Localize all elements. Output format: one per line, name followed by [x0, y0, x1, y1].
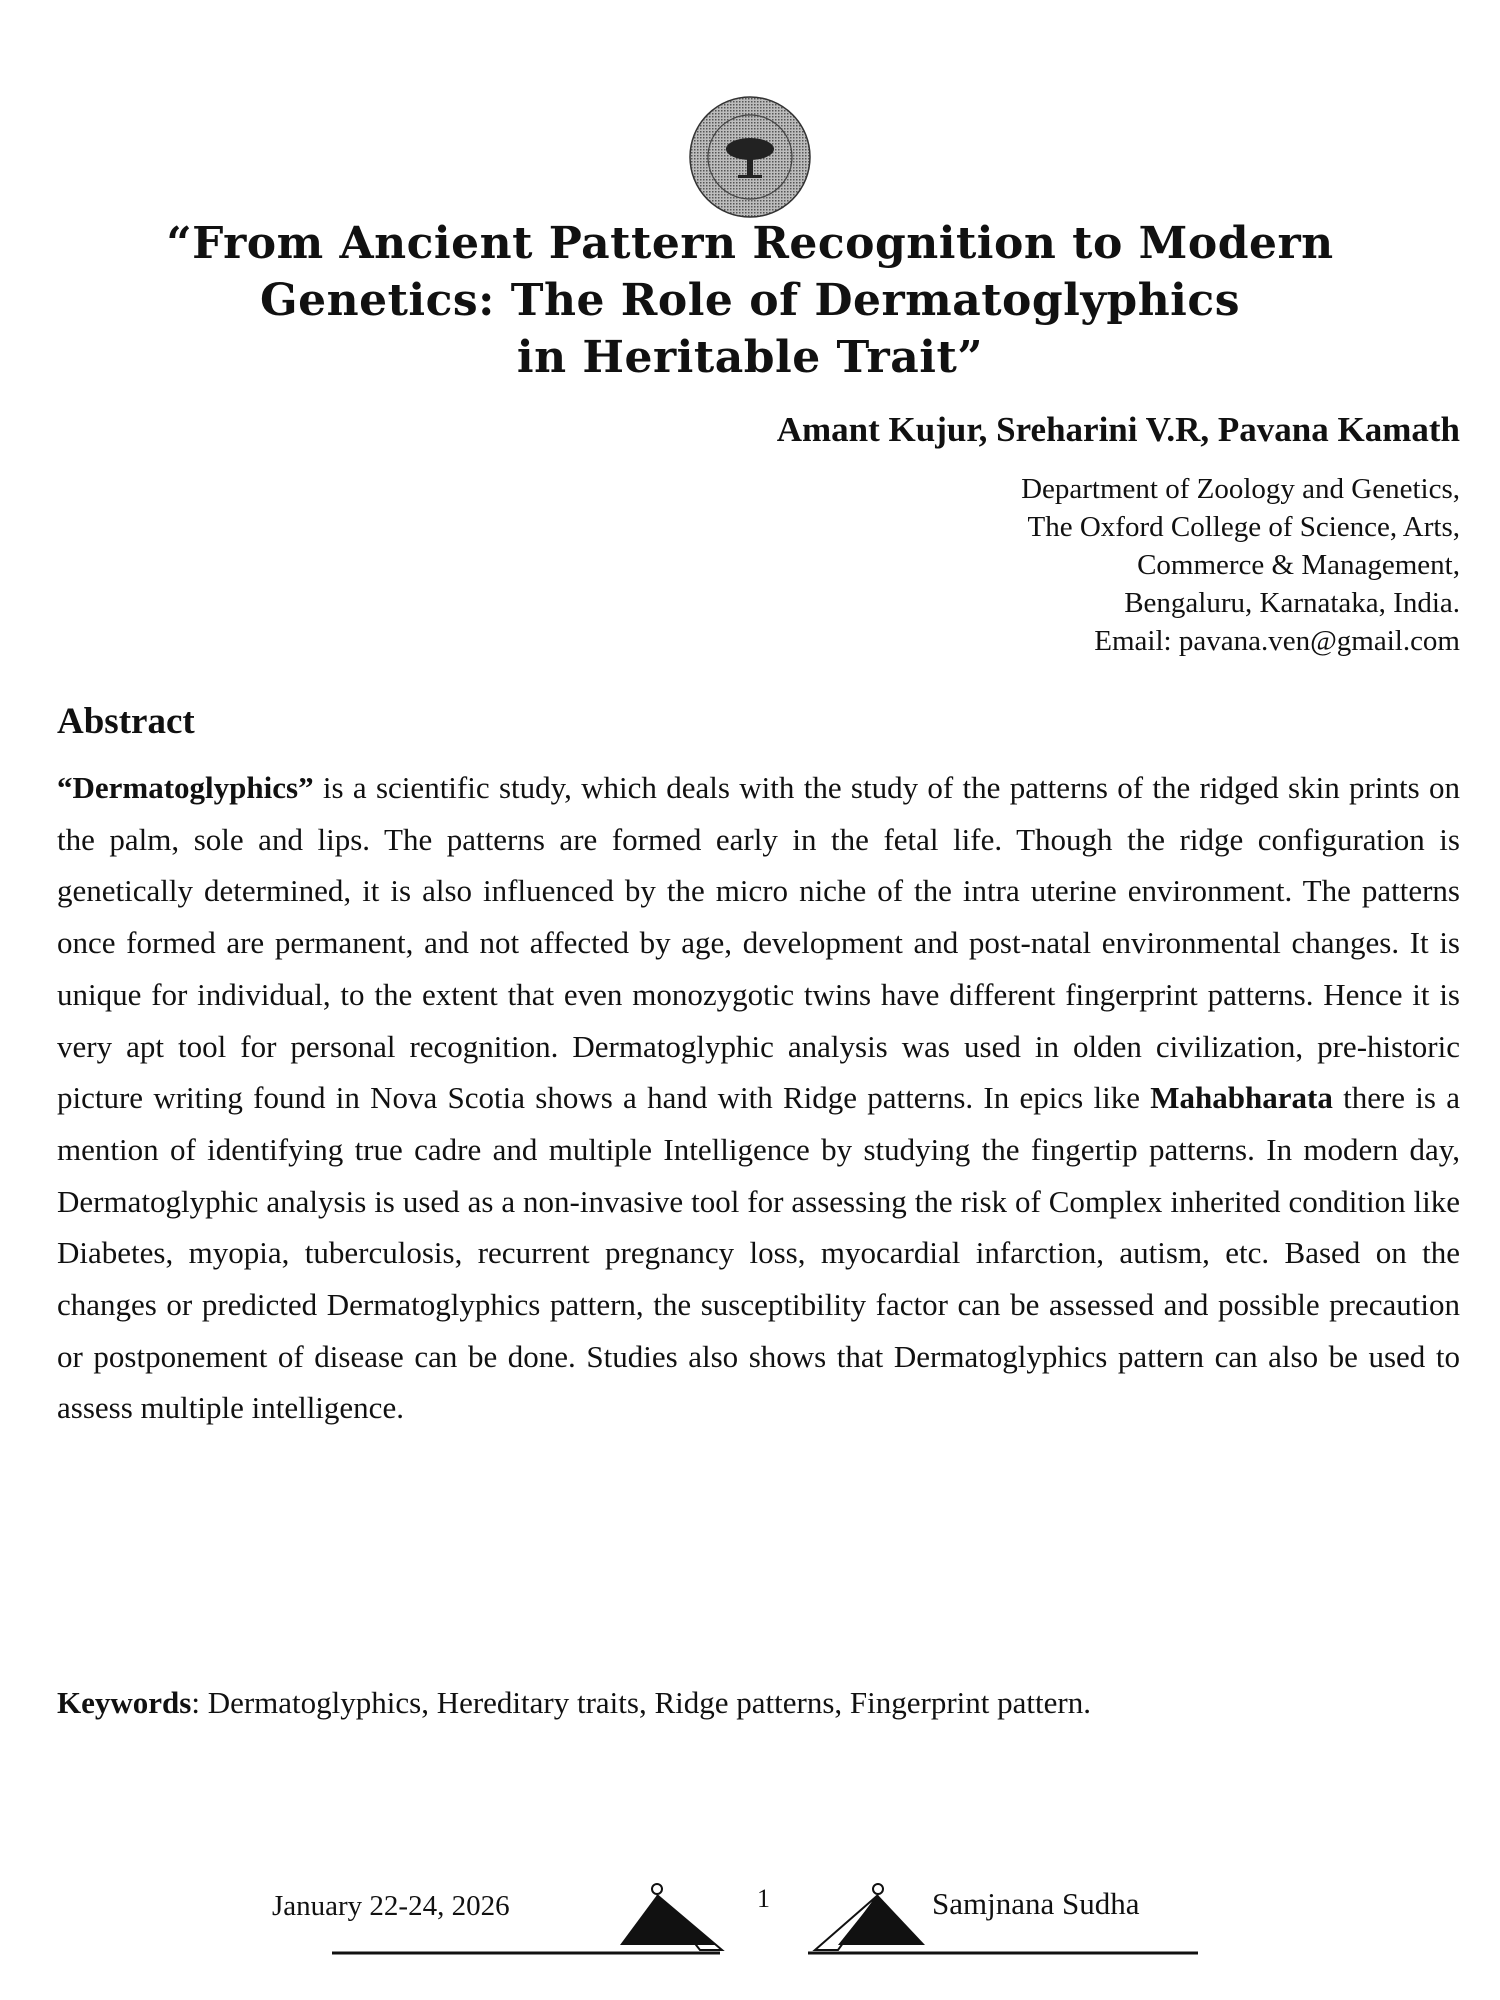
footer-triangle-left [620, 1884, 722, 1950]
title-line-1: “From Ancient Pattern Recognition to Modern [166, 218, 1334, 269]
keywords-label: Keywords [57, 1685, 192, 1720]
abstract-epic-name: Mahabharata [1150, 1080, 1333, 1116]
keywords-text: : Dermatoglyphics, Hereditary traits, Ridge patterns, Fingerprint pattern. [191, 1685, 1091, 1720]
author-list: Amant Kujur, Sreharini V.R, Pavana Kamath [776, 410, 1460, 449]
affiliation-block [1021, 470, 1460, 660]
affiliation-email: Email: pavana.ven@gmail.com [1094, 625, 1460, 657]
title-line-3: in Heritable Trait” [516, 332, 984, 383]
college-seal-logo [688, 95, 812, 219]
title-line-2: Genetics: The Role of Dermatoglyphics [260, 275, 1240, 326]
abstract-term: “Dermatoglyphics” [57, 770, 314, 805]
abstract-text-part-1: is a scientific study, which deals with the study of the patterns of the ridged skin prints on the palm, sole and lips. The patterns are formed early in the fetal life. Though the ridge configuration is genetically determined, it is also influenced by the micro niche of the intra uterine environment. The patterns once formed are permanent, and not affected by age, development and post-natal environmental changes. It is unique for individual, to the extent that even monozygotic twins have different fingerprint patterns. Hence it is very apt tool for personal recognition. Dermatoglyphic analysis was used in olden civilization, pre-historic picture writing found in Nova Scotia shows a hand with Ridge patterns. In epics like [57, 770, 1460, 1116]
abstract-body [57, 762, 1460, 1434]
abstract-heading: Abstract [57, 701, 195, 742]
abstract-text-part-2: there is a mention of identifying true cadre and multiple Intelligence by studying the fingertip patterns. In modern day, Dermatoglyphic analysis is used as a non-invasive tool for assessing the risk of Complex inherited condition like Diabetes, myopia, tuberculosis, recurrent pregnancy loss, myocardial infarction, autism, etc. Based on the changes or predicted Dermatoglyphics pattern, the susceptibility factor can be assessed and possible precaution or postponement of disease can be done. Studies also shows that Dermatoglyphics pattern can also be used to assess multiple intelligence. [57, 1080, 1461, 1426]
paper-title [60, 215, 1440, 386]
footer-journal-name: Samjnana Sudha [932, 1886, 1140, 1921]
affiliation-department: Department of Zoology and Genetics, [1021, 473, 1460, 505]
affiliation-college-cont: Commerce & Management, [1137, 549, 1460, 581]
keywords-line [57, 1685, 1460, 1721]
affiliation-college: The Oxford College of Science, Arts, [1027, 511, 1460, 543]
footer-triangle-right [815, 1884, 925, 1950]
affiliation-location: Bengaluru, Karnataka, India. [1124, 587, 1460, 619]
footer-page-number: 1 [757, 1884, 770, 1913]
footer-conference-date: January 22-24, 2026 [272, 1890, 510, 1922]
